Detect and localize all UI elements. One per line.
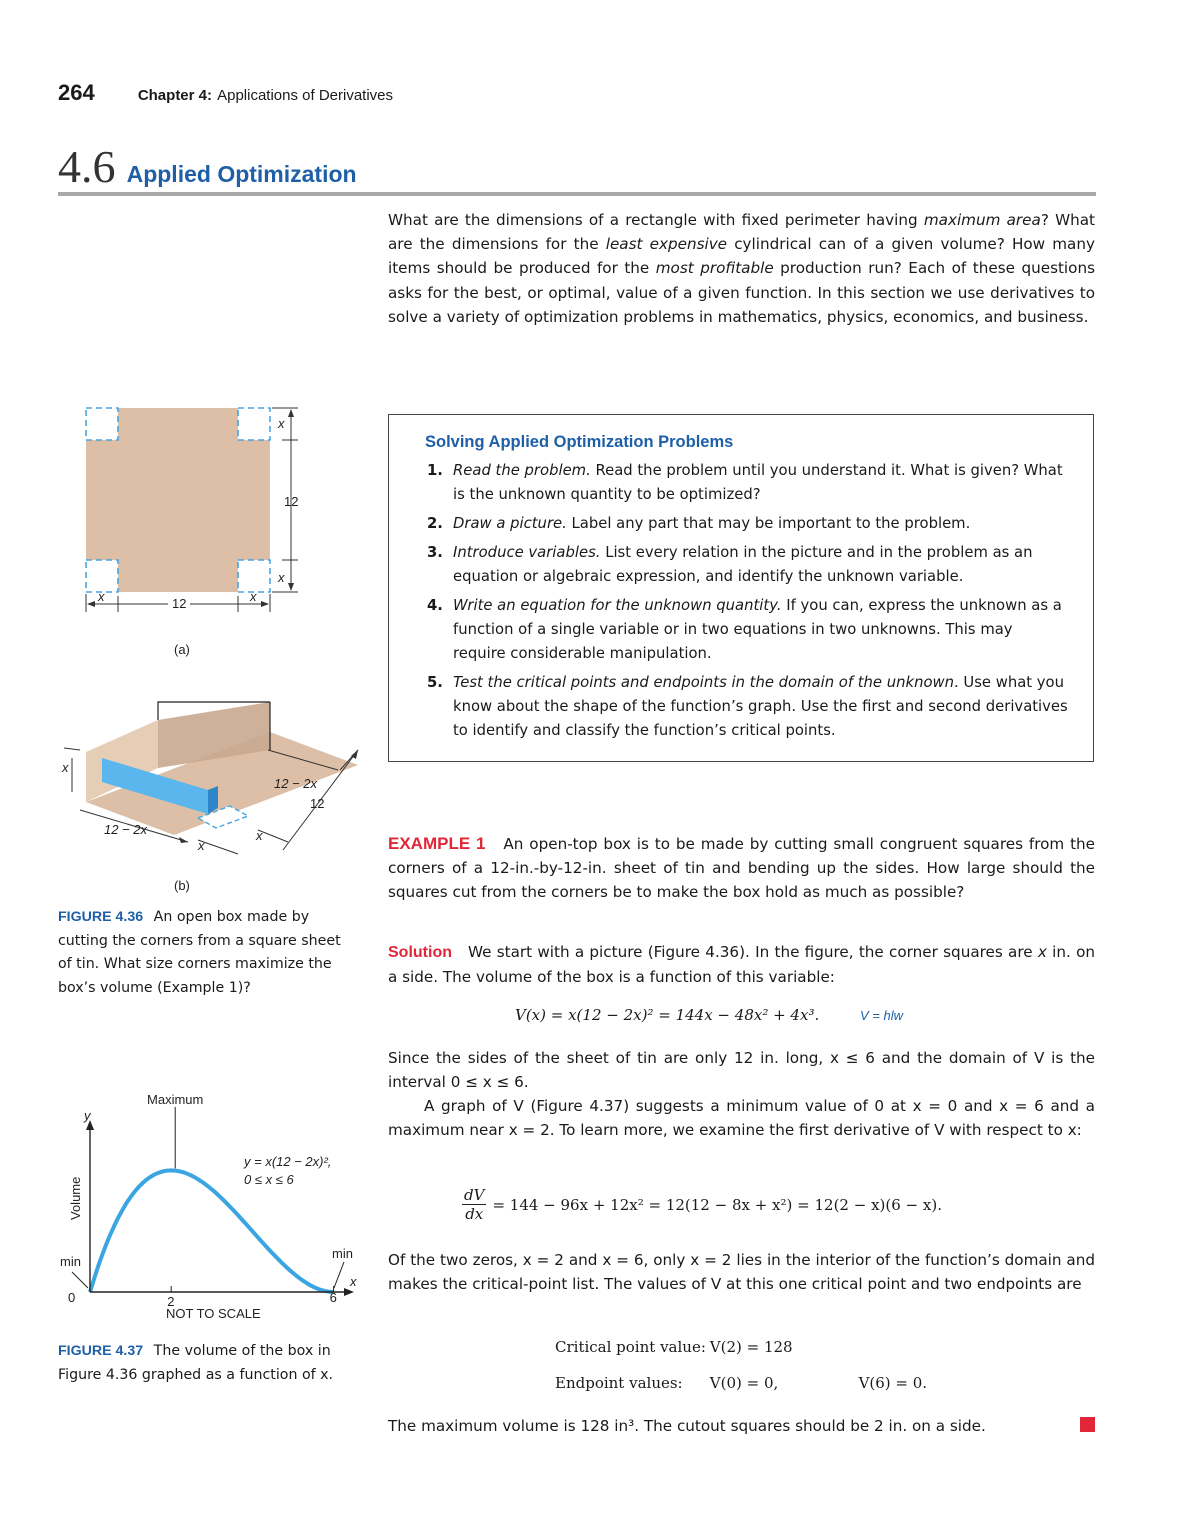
procedure-box xyxy=(388,414,1094,762)
endpoint-label: Endpoint values: xyxy=(555,1374,683,1392)
section-rule xyxy=(58,192,1096,196)
endpoint-values xyxy=(555,1374,927,1392)
procedure-title: Solving Applied Optimization Problems xyxy=(425,433,734,451)
intro-emph-1: maximum area xyxy=(923,211,1041,229)
min-left-annotation: min xyxy=(60,1254,81,1269)
dim-x-bottom-right: x xyxy=(278,570,285,585)
running-header xyxy=(58,80,393,106)
min-right-pointer xyxy=(334,1262,344,1288)
dim-x-cutout-2: x xyxy=(198,838,205,853)
dim-12-minus-2x-top: 12 − 2x xyxy=(274,776,318,791)
section-title: Applied Optimization xyxy=(126,161,357,187)
solution-para-4 xyxy=(388,1248,1095,1296)
endpoint-value-2: V(6) = 0. xyxy=(858,1374,928,1392)
solution-text-1a: We start with a picture (Figure 4.36). In the figure, the corner squares are xyxy=(467,943,1038,961)
dim-12-minus-2x-front: 12 − 2x xyxy=(104,822,148,837)
page-number: 264 xyxy=(58,80,95,105)
procedure-step: 2. Draw a picture. Label any part that may be important to the problem. xyxy=(427,515,971,532)
maximum-annotation: Maximum xyxy=(147,1092,204,1107)
chapter-title: Applications of Derivatives xyxy=(217,87,394,104)
procedure-step: 1. Read the problem. Read the problem until you understand it. What is given? What is the unknown quantity to be optimized? xyxy=(427,462,1063,503)
figure-436a xyxy=(58,400,358,662)
x-tick-label-6: 6 xyxy=(329,1290,337,1305)
end-of-example-marker xyxy=(1080,1417,1095,1432)
procedure-step: 3. Introduce variables. List every relation in the picture and in the problem as an equation or algebraic expression, and identify the unknown variable. xyxy=(427,544,1033,585)
example-text: An open-top box is to be made by cutting small congruent squares from the corners of a 12-in.-by-12-in. sheet of tin and bending up the sides. How large should the squares cut from the corners be to make the box hold as much as possible? xyxy=(388,835,1095,902)
solution-text-3: A graph of V (Figure 4.37) suggests a minimum value of 0 at x = 0 and x = 6 and a maximum near x = 2. To learn more, we examine the first derivative of V with respect to x: xyxy=(388,1097,1095,1140)
x-axis-letter: x xyxy=(350,1274,357,1289)
x-tick-label-2: 2 xyxy=(167,1294,175,1309)
figure-436-text: An open box made by cutting the corners from a square sheet of tin. What size corners maximize the box’s volume (Example 1)? xyxy=(58,909,341,996)
solution-label: Solution xyxy=(388,944,452,961)
volume-equation-text: V(x) = x(12 − 2x)² = 144x − 48x² + 4x³. xyxy=(515,1006,820,1024)
dim-x-height: x xyxy=(62,760,69,775)
derivative-denominator: dx xyxy=(465,1205,484,1223)
equation-line-1: y = x(12 − 2x)², xyxy=(244,1154,332,1169)
intro-paragraph xyxy=(388,208,1095,329)
procedure-step: 4. Write an equation for the unknown quantity. If you can, express the unknown as a function of a single variable or in two equations in two unknowns. This may require considerable manipulation. xyxy=(427,597,1062,662)
solution-para-1 xyxy=(388,940,1095,989)
equation-line-2: 0 ≤ x ≤ 6 xyxy=(244,1172,294,1187)
dim-x-cutout: x xyxy=(256,828,263,843)
dim-12: 12 xyxy=(310,796,325,811)
intro-emph-2: least expensive xyxy=(605,235,728,254)
intro-text-1: What are the dimensions of a rectangle with fixed perimeter having xyxy=(388,211,924,229)
derivative-rhs: = 144 − 96x + 12x² = 12(12 − 8x + x²) = 12(2 − x)(6 − x). xyxy=(492,1195,942,1214)
not-to-scale-note: NOT TO SCALE xyxy=(166,1306,261,1321)
figure-437-chart xyxy=(58,1080,368,1330)
critical-point-label: Critical point value: xyxy=(555,1338,706,1356)
dim-12-side: 12 xyxy=(284,494,299,509)
figure-436b xyxy=(58,690,363,895)
intro-text-4: production run? Each of these questions asks for the best, or optimal, value of a given function. In this section we use derivatives to solve a variety of optimization problems in mathematics, physics, economics, and business. xyxy=(388,259,1095,326)
dim-x-right: x xyxy=(250,589,257,604)
figure-437-text: The volume of the box in Figure 4.36 graphed as a function of x. xyxy=(58,1343,334,1383)
derivative-equation xyxy=(462,1186,942,1223)
solution-text-2: Since the sides of the sheet of tin are only 12 in. long, x ≤ 6 and the domain of V is the interval 0 ≤ x ≤ 6. xyxy=(388,1049,1095,1092)
endpoint-value-1: V(0) = 0, xyxy=(709,1374,779,1392)
corner-cutout xyxy=(86,560,118,592)
section-number: 4.6 xyxy=(58,141,116,192)
figure-437-label: FIGURE 4.37 xyxy=(58,1343,144,1359)
intro-text-3: cylindrical can of a given volume? How many items should be produced for the xyxy=(388,235,1095,278)
corner-cutout xyxy=(238,560,270,592)
figure-437-caption xyxy=(58,1340,363,1387)
x-tick-label-0: 0 xyxy=(68,1290,76,1305)
dim-x-top: x xyxy=(278,416,285,431)
derivative-fraction xyxy=(462,1186,486,1223)
figure-b-label: (b) xyxy=(174,878,190,893)
dim-12-bottom: 12 xyxy=(172,596,187,611)
x-axis-arrow xyxy=(344,1288,354,1296)
min-left-pointer xyxy=(72,1272,88,1288)
derivative-numerator: dV xyxy=(464,1186,485,1204)
chapter-prefix: Chapter 4: xyxy=(137,87,212,104)
min-right-annotation: min xyxy=(332,1246,353,1261)
intro-text-2: ? What are the dimensions for the xyxy=(388,211,1095,254)
corner-cutout xyxy=(86,408,118,440)
example-1 xyxy=(388,832,1095,905)
volume-equation xyxy=(515,1006,903,1024)
intro-emph-3: most profitable xyxy=(655,259,774,278)
figure-436-label: FIGURE 4.36 xyxy=(58,909,144,925)
critical-point-value: V(2) = 128 xyxy=(709,1338,793,1356)
procedure-step: 5. Test the critical points and endpoints in the domain of the unknown. Use what you know about the shape of the function’s graph. Use the first and second derivatives to identify and classify the function’s critical points. xyxy=(427,674,1068,739)
solution-text-1b: in. on a side. The volume of the box is a function of this variable: xyxy=(388,943,1096,987)
corner-cutout xyxy=(238,408,270,440)
volume-curve xyxy=(90,1170,334,1292)
figure-436-caption xyxy=(58,906,358,1000)
critical-values xyxy=(555,1338,793,1356)
solution-var: x xyxy=(1037,943,1047,961)
volume-equation-note: V = hlw xyxy=(860,1008,903,1023)
conclusion-text: The maximum volume is 128 in³. The cutout squares should be 2 in. on a side. xyxy=(388,1417,986,1435)
section-heading xyxy=(58,140,357,193)
conclusion xyxy=(388,1414,1048,1438)
solution-text-4: Of the two zeros, x = 2 and x = 6, only x = 2 lies in the interior of the function’s domain and makes the critical-point list. The values of V at this one critical point and two endpoints are xyxy=(388,1251,1095,1294)
solution-para-2 xyxy=(388,1046,1095,1094)
solution-para-3 xyxy=(388,1094,1095,1142)
example-label: EXAMPLE 1 xyxy=(388,834,486,853)
y-axis-title: Volume xyxy=(68,1176,83,1220)
figure-a-label: (a) xyxy=(174,642,190,657)
dim-x-left: x xyxy=(98,589,105,604)
procedure-steps xyxy=(425,459,1069,743)
y-axis-letter: y xyxy=(84,1108,91,1123)
